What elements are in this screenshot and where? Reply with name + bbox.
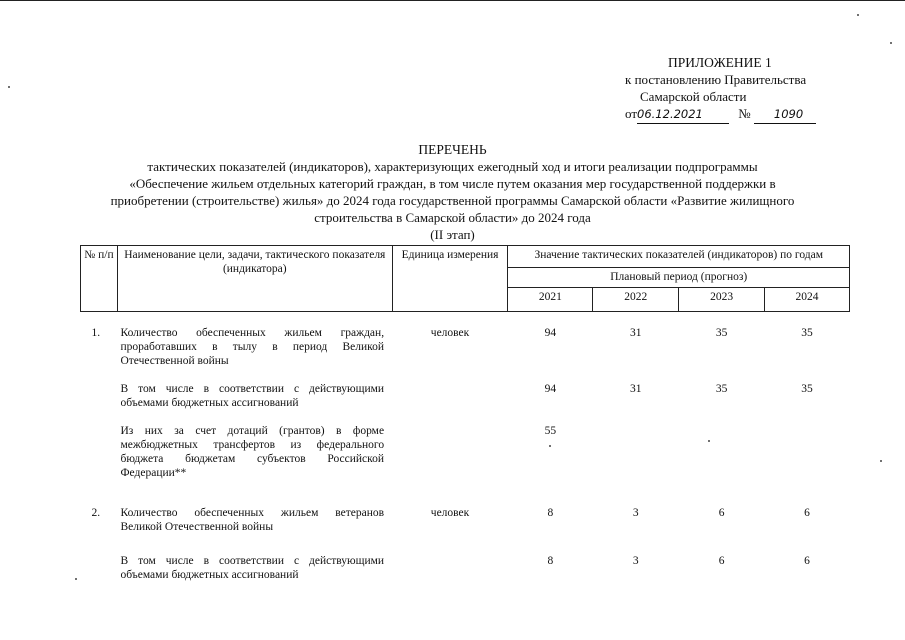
heading-line-1: тактических показателей (индикаторов), характеризующих ежегодный ход и итоги реализации подпрограммы <box>147 159 758 174</box>
row-value-2021: 55 <box>544 425 557 437</box>
scan-speck <box>890 42 892 44</box>
appendix-title: ПРИЛОЖЕНИЕ 1 <box>668 55 772 70</box>
row-unit: человек <box>430 327 470 339</box>
header-period: Плановый период (прогноз) <box>508 268 850 288</box>
heading-line-3: приобретении (строительстве) жилья» до 2024 года государственной программы Самарской области «Развитие жилищного <box>110 193 795 208</box>
header-values: Значение тактических показателей (индикаторов) по годам <box>508 246 850 268</box>
scan-speck <box>708 440 710 442</box>
header-name: Наименование цели, задачи, тактического показателя (индикатора) <box>117 246 392 312</box>
header-year-2024: 2024 <box>765 288 850 312</box>
table-row <box>81 424 850 480</box>
document-heading <box>80 141 825 243</box>
row-value-2024: 35 <box>801 327 813 339</box>
header-year-2021: 2021 <box>508 288 593 312</box>
row-unit: человек <box>430 507 470 519</box>
row-num <box>81 382 118 410</box>
row-value-2021: 94 <box>544 327 557 339</box>
row-value-2022: 3 <box>632 555 639 567</box>
row-value-2024 <box>765 424 850 480</box>
scan-speck <box>880 460 882 462</box>
header-year-2022: 2022 <box>593 288 679 312</box>
appendix-block <box>590 54 850 124</box>
scan-top-edge <box>0 0 905 1</box>
row-description: В том числе в соответствии с действующими объемами бюджетных ассигнований <box>120 383 385 409</box>
scan-speck <box>75 578 77 580</box>
table-row <box>81 506 850 534</box>
row-value-2021: 8 <box>547 555 554 567</box>
row-num: 2. <box>91 507 101 519</box>
scan-speck <box>549 445 551 447</box>
header-num: № п/п <box>81 246 118 312</box>
appendix-line-1: к постановлению Правительства <box>625 72 807 87</box>
row-num <box>81 554 118 582</box>
number-prefix: № <box>738 106 751 121</box>
heading-line-2: «Обеспечение жильем отдельных категорий граждан, в том числе путем оказания мер государственной поддержки в <box>129 176 776 191</box>
row-unit <box>392 554 508 582</box>
row-unit <box>392 424 508 480</box>
row-num <box>81 424 118 480</box>
scan-speck <box>8 86 10 88</box>
scan-speck <box>857 14 859 16</box>
row-value-2023: 6 <box>718 555 725 567</box>
row-value-2024: 35 <box>801 383 813 395</box>
row-description: В том числе в соответствии с действующими объемами бюджетных ассигнований <box>120 555 385 581</box>
row-value-2022: 3 <box>632 507 639 519</box>
row-description: Количество обеспеченных жильем ветеранов Великой Отечественной войны <box>120 507 385 533</box>
appendix-line-2: Самарской области <box>640 89 747 104</box>
header-unit: Единица измерения <box>392 246 508 312</box>
appendix-date-line <box>590 105 850 124</box>
table-row <box>81 554 850 582</box>
row-description: Количество обеспеченных жильем граждан, проработавших в тылу в период Великой Отечественной войны <box>120 327 385 367</box>
date-prefix: от <box>625 106 638 121</box>
handwritten-date: 06.12.2021 <box>637 106 729 124</box>
row-value-2022: 31 <box>630 327 642 339</box>
row-value-2023 <box>679 424 765 480</box>
row-value-2023: 35 <box>715 383 728 395</box>
handwritten-number: 1090 <box>754 106 816 124</box>
row-value-2024: 6 <box>804 507 810 519</box>
heading-line-4: строительства в Самарской области» до 2024 года <box>314 210 591 225</box>
header-year-2023: 2023 <box>679 288 765 312</box>
row-value-2022: 31 <box>630 383 642 395</box>
heading-title: ПЕРЕЧЕНЬ <box>418 142 487 157</box>
row-value-2022 <box>593 424 679 480</box>
table-row <box>81 326 850 368</box>
indicators-table <box>80 245 850 582</box>
row-value-2023: 35 <box>715 327 728 339</box>
table-row <box>81 382 850 410</box>
row-num: 1. <box>91 327 101 339</box>
heading-line-5: (II этап) <box>430 227 475 242</box>
row-value-2023: 6 <box>718 507 725 519</box>
row-value-2024: 6 <box>804 555 810 567</box>
row-value-2021: 8 <box>547 507 554 519</box>
row-unit <box>392 382 508 410</box>
row-value-2021: 94 <box>544 383 557 395</box>
row-description: Из них за счет дотаций (грантов) в форме межбюджетных трансфертов из федерального бюджета бюджетам субъектов Российской Федерации** <box>120 425 385 479</box>
